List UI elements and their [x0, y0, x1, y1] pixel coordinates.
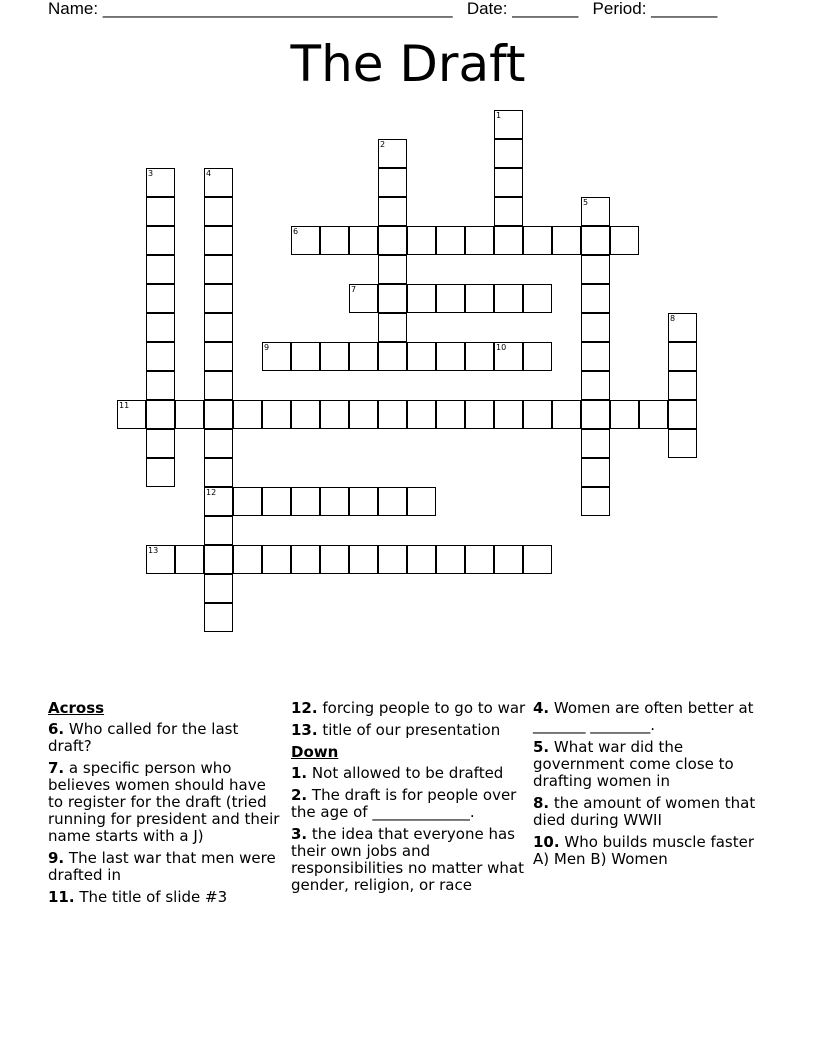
- grid-cell[interactable]: [581, 284, 610, 313]
- grid-cell[interactable]: [349, 487, 378, 516]
- grid-cell[interactable]: [581, 400, 610, 429]
- grid-cell[interactable]: [146, 255, 175, 284]
- clue-down-2: 2. The draft is for people over the age of _____________.: [291, 786, 517, 821]
- grid-cell[interactable]: [291, 545, 320, 574]
- grid-cell[interactable]: [407, 487, 436, 516]
- clue-number-label: 12: [206, 488, 217, 497]
- grid-cell[interactable]: [436, 284, 465, 313]
- clue-across-11: 11. The title of slide #3: [48, 888, 228, 906]
- grid-cell[interactable]: [668, 429, 697, 458]
- grid-cell[interactable]: [204, 516, 233, 545]
- grid-cell[interactable]: [146, 400, 175, 429]
- grid-cell[interactable]: [175, 545, 204, 574]
- grid-cell[interactable]: [407, 400, 436, 429]
- clue-number-label: 13: [148, 546, 159, 555]
- grid-cell[interactable]: [262, 545, 291, 574]
- grid-cell[interactable]: [494, 139, 523, 168]
- grid-cell[interactable]: [494, 400, 523, 429]
- clue-across-6: 6. Who called for the last draft?: [48, 720, 239, 755]
- clue-number-label: 4: [206, 169, 212, 178]
- grid-cell[interactable]: [204, 574, 233, 603]
- grid-cell[interactable]: [349, 400, 378, 429]
- grid-cell[interactable]: [320, 226, 349, 255]
- grid-cell[interactable]: [175, 400, 204, 429]
- grid-cell[interactable]: [320, 342, 349, 371]
- grid-cell[interactable]: [378, 487, 407, 516]
- grid-cell[interactable]: [378, 400, 407, 429]
- grid-cell[interactable]: [204, 545, 233, 574]
- grid-cell[interactable]: [204, 400, 233, 429]
- grid-cell[interactable]: [465, 226, 494, 255]
- grid-cell[interactable]: [204, 197, 233, 226]
- clue-across-7: 7. a specific person who believes women should have to register for the draft (tried running for president and their name starts with a J): [48, 759, 280, 845]
- grid-cell[interactable]: [581, 342, 610, 371]
- grid-cell[interactable]: [581, 371, 610, 400]
- clue-down-4: 4. Women are often better at _______ ________.: [533, 699, 754, 734]
- grid-cell[interactable]: [291, 400, 320, 429]
- grid-cell[interactable]: [610, 400, 639, 429]
- grid-cell[interactable]: [204, 342, 233, 371]
- clue-number-label: 10: [496, 343, 507, 352]
- grid-cell[interactable]: [494, 545, 523, 574]
- grid-cell[interactable]: [407, 545, 436, 574]
- grid-cell[interactable]: [494, 197, 523, 226]
- grid-cell[interactable]: [581, 458, 610, 487]
- grid-cell[interactable]: [204, 603, 233, 632]
- grid-cell[interactable]: [320, 545, 349, 574]
- grid-cell[interactable]: [407, 342, 436, 371]
- clue-down-5: 5. What war did the government come close to drafting women in: [533, 738, 734, 790]
- grid-cell[interactable]: [436, 342, 465, 371]
- grid-cell[interactable]: [494, 168, 523, 197]
- grid-cell[interactable]: [581, 487, 610, 516]
- grid-cell[interactable]: [146, 313, 175, 342]
- grid-cell[interactable]: [146, 197, 175, 226]
- clues-column-2: [291, 700, 526, 899]
- page-title: The Draft: [290, 35, 526, 93]
- grid-cell[interactable]: [523, 545, 552, 574]
- clue-down-10: 10. Who builds muscle faster A) Men B) Women: [533, 833, 755, 868]
- date-label: Date:: [466, 0, 508, 18]
- grid-cell[interactable]: [581, 255, 610, 284]
- grid-cell[interactable]: [378, 284, 407, 313]
- clue-number-label: 6: [293, 227, 299, 236]
- grid-cell[interactable]: [320, 400, 349, 429]
- grid-cell[interactable]: [465, 545, 494, 574]
- clue-number-label: 7: [351, 285, 357, 294]
- clue-number-label: 3: [148, 169, 154, 178]
- grid-cell[interactable]: [320, 487, 349, 516]
- clue-across-12: 12. forcing people to go to war: [291, 699, 526, 717]
- clue-down-1: 1. Not allowed to be drafted: [291, 764, 504, 782]
- period-field[interactable]: _______: [651, 0, 718, 18]
- clue-down-3: 3. the idea that everyone has their own jobs and responsibilities no matter what gender, religion, or race: [291, 825, 524, 894]
- grid-cell[interactable]: [233, 545, 262, 574]
- grid-cell[interactable]: [581, 429, 610, 458]
- grid-cell[interactable]: [146, 342, 175, 371]
- grid-cell[interactable]: [465, 284, 494, 313]
- grid-cell[interactable]: [407, 284, 436, 313]
- grid-cell[interactable]: [494, 226, 523, 255]
- clue-number-label: 11: [119, 401, 130, 410]
- grid-cell[interactable]: [378, 197, 407, 226]
- grid-cell[interactable]: [349, 545, 378, 574]
- clue-number-label: 1: [496, 111, 502, 120]
- clues-column-1: [48, 700, 280, 911]
- grid-cell[interactable]: [668, 371, 697, 400]
- clue-across-13: 13. title of our presentation: [291, 721, 501, 739]
- grid-cell[interactable]: [639, 400, 668, 429]
- grid-cell[interactable]: [552, 226, 581, 255]
- grid-cell[interactable]: [204, 226, 233, 255]
- grid-cell[interactable]: [436, 400, 465, 429]
- grid-cell[interactable]: [146, 284, 175, 313]
- grid-cell[interactable]: [146, 226, 175, 255]
- grid-cell[interactable]: [378, 226, 407, 255]
- clue-number-label: 9: [264, 343, 270, 352]
- grid-cell[interactable]: [523, 226, 552, 255]
- grid-cell[interactable]: [436, 226, 465, 255]
- grid-cell[interactable]: [407, 226, 436, 255]
- grid-cell[interactable]: [465, 342, 494, 371]
- clue-down-8: 8. the amount of women that died during WWII: [533, 794, 756, 829]
- grid-cell[interactable]: [262, 400, 291, 429]
- grid-cell[interactable]: [262, 487, 291, 516]
- clue-number-label: 5: [583, 198, 589, 207]
- clue-number-label: 2: [380, 140, 386, 149]
- grid-cell[interactable]: [291, 342, 320, 371]
- clue-across-9: 9. The last war that men were drafted in: [48, 849, 276, 884]
- grid-cell[interactable]: [668, 342, 697, 371]
- grid-cell[interactable]: [349, 226, 378, 255]
- grid-cell[interactable]: [436, 545, 465, 574]
- clues-column-3: [533, 700, 768, 873]
- down-heading: Down: [291, 743, 339, 761]
- grid-cell[interactable]: [581, 313, 610, 342]
- grid-cell[interactable]: [378, 545, 407, 574]
- grid-cell[interactable]: [204, 255, 233, 284]
- grid-cell[interactable]: [465, 400, 494, 429]
- grid-cell[interactable]: [146, 371, 175, 400]
- grid-cell[interactable]: [378, 168, 407, 197]
- period-label: Period:: [592, 0, 647, 18]
- name-field[interactable]: _____________________________________: [102, 0, 453, 18]
- date-field[interactable]: _______: [512, 0, 579, 18]
- grid-cell[interactable]: [146, 429, 175, 458]
- grid-cell[interactable]: [552, 400, 581, 429]
- grid-cell[interactable]: [204, 313, 233, 342]
- name-label: Name:: [48, 0, 99, 18]
- grid-cell[interactable]: [204, 284, 233, 313]
- grid-cell[interactable]: [523, 342, 552, 371]
- grid-cell[interactable]: [146, 458, 175, 487]
- grid-cell[interactable]: [291, 487, 320, 516]
- grid-cell[interactable]: [668, 400, 697, 429]
- grid-cell[interactable]: [610, 226, 639, 255]
- grid-cell[interactable]: [581, 226, 610, 255]
- across-heading: Across: [48, 699, 105, 717]
- grid-cell[interactable]: [378, 342, 407, 371]
- grid-cell[interactable]: [378, 313, 407, 342]
- grid-cell[interactable]: [204, 371, 233, 400]
- grid-cell[interactable]: [349, 342, 378, 371]
- grid-cell[interactable]: [378, 255, 407, 284]
- grid-cell[interactable]: [494, 284, 523, 313]
- grid-cell[interactable]: [523, 400, 552, 429]
- grid-cell[interactable]: [523, 284, 552, 313]
- grid-cell[interactable]: [233, 487, 262, 516]
- grid-cell[interactable]: [233, 400, 262, 429]
- clue-number-label: 8: [670, 314, 676, 323]
- grid-cell[interactable]: [204, 429, 233, 458]
- grid-cell[interactable]: [204, 458, 233, 487]
